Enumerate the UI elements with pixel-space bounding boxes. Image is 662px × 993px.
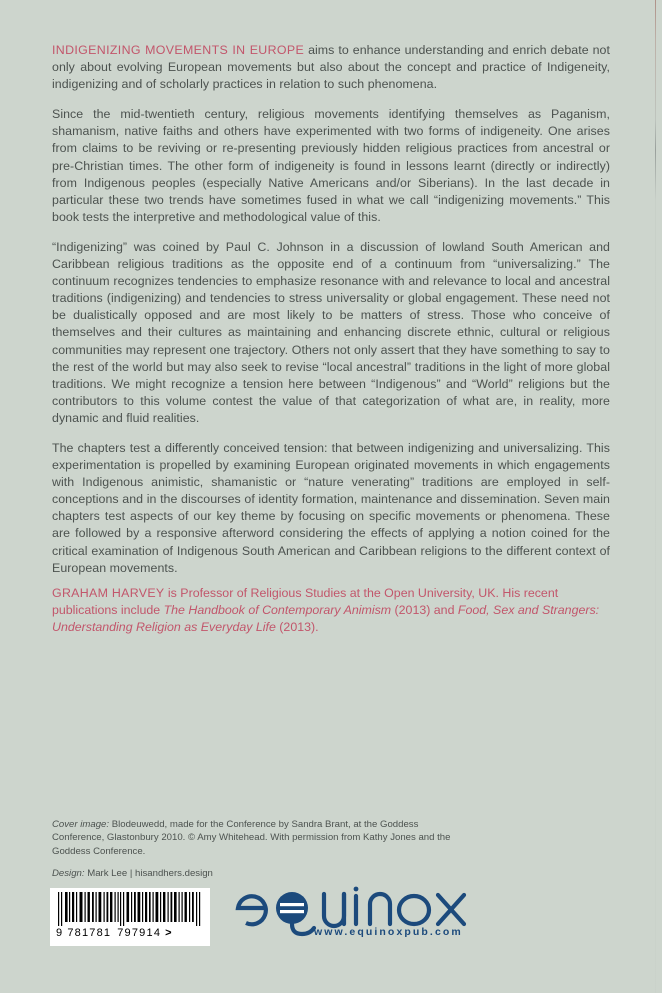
barcode-digits [56,927,204,943]
barcode-bars [56,892,204,926]
blurb-paragraph-1 [52,42,610,93]
author-between-text: (2013) and [391,603,458,618]
publisher-logo [228,884,468,950]
spine-edge-line [655,0,656,993]
design-credit [52,867,472,880]
author-name: GRAHAM HARVEY [52,586,165,600]
barcode-lead-digit: 9 [56,927,64,939]
equinox-q-bowl [276,892,308,924]
blurb-paragraph-2: Since the mid-twentieth century, religious movements identifying themselves as Paganism, shamanism, native faiths and others have experimented with two forms of indigeneity. One arises from claims to be reviving or re-presenting previously hidden religious practices from ancestral or pre-Christian times. The other form of indigeneity is found in lessons learnt (directly or indirectly) from Indigenous peoples (especially Native Americans and/or Siberians). In the last decade in particular these two trends have sometimes fused in what we call “indigenizing movements.” This book tests the interpretive and methodological value of this. [52,107,610,224]
cover-image-label: Cover image: [52,819,110,830]
blurb-paragraph-3: “Indigenizing” was coined by Paul C. Johnson in a discussion of lowland South American and Caribbean religious traditions as the opposite end of a continuum from “universalizing.” The continuum recognizes tendencies to emphasize resonance with and relevance to local and ancestral traditions (indigenizing) and tendencies to stress universality or global engagement. These need not be dualistically opposed and are most likely to be matters of stress. Those who conceive of themselves and their cultures as maintaining and enhancing discrete ethnic, cultural or religious communities may represent one trajectory. Others not only assert that they have something to say to the rest of the world but may also seek to revise “local ancestral” traditions in the light of more global traditions. We might recognize a tension here between “Indigenous” and “World” religions but the contributors to this volume contest the value of that categorization of what are, in reality, more dynamic and fluid realities. [52,239,610,425]
isbn-barcode [50,888,210,946]
author-after-text: (2013). [275,620,319,635]
blurb-paragraph-1-text: aims to enhance understanding and enrich debate not only about evolving European movements but also about the concept and practice of Indigeneity, indigenizing and of scholarly practices in relation to such phenomena. [52,43,610,92]
cover-image-text: Blodeuwedd, made for the Conference by Sandra Brant, at the Goddess Conference, Glastonbury 2010. © Amy Whitehead. With permission from Kathy Jones and the Goddess Conference. [52,819,451,857]
blurb-text-block [52,42,610,577]
book-title-lead: INDIGENIZING MOVEMENTS IN EUROPE [52,43,305,57]
barcode-chevron: > [165,927,173,939]
blurb-paragraph-4: The chapters test a differently conceived tension: that between indigenizing and universalizing. This experimentation is propelled by examining European originated movements in which engagements with Indigenous animistic, shamanistic or “nature venerating” traditions are employed in self-conceptions and in the discourses of identity formation, maintenance and dissemination. Seven main chapters test aspects of our key theme by focusing on specific movements or phenomena. These are followed by a responsive afterword considering the effects of applying a notion coined for the critical examination of Indigenous South American and Caribbean religions to the different context of European movements. [52,440,610,575]
author-role-text: is Professor of Religious Studies at the Open University, UK. His recent publications include [52,586,559,618]
design-label: Design: [52,868,85,880]
author-publication-title-1: The Handbook of Contemporary Animism [163,603,392,618]
credits-block [52,818,472,881]
design-text: Mark Lee | hisandhers.design [84,868,213,880]
author-publication-title-2: Food, Sex and Strangers: Understanding Religion as Everyday Life [52,603,600,635]
author-bio-block [52,585,610,636]
barcode-group-2: 797914 [117,927,162,939]
cover-image-credit [52,818,472,858]
publisher-url: www.equinoxpub.com [314,926,463,938]
barcode-group-1: 781781 [67,927,112,939]
